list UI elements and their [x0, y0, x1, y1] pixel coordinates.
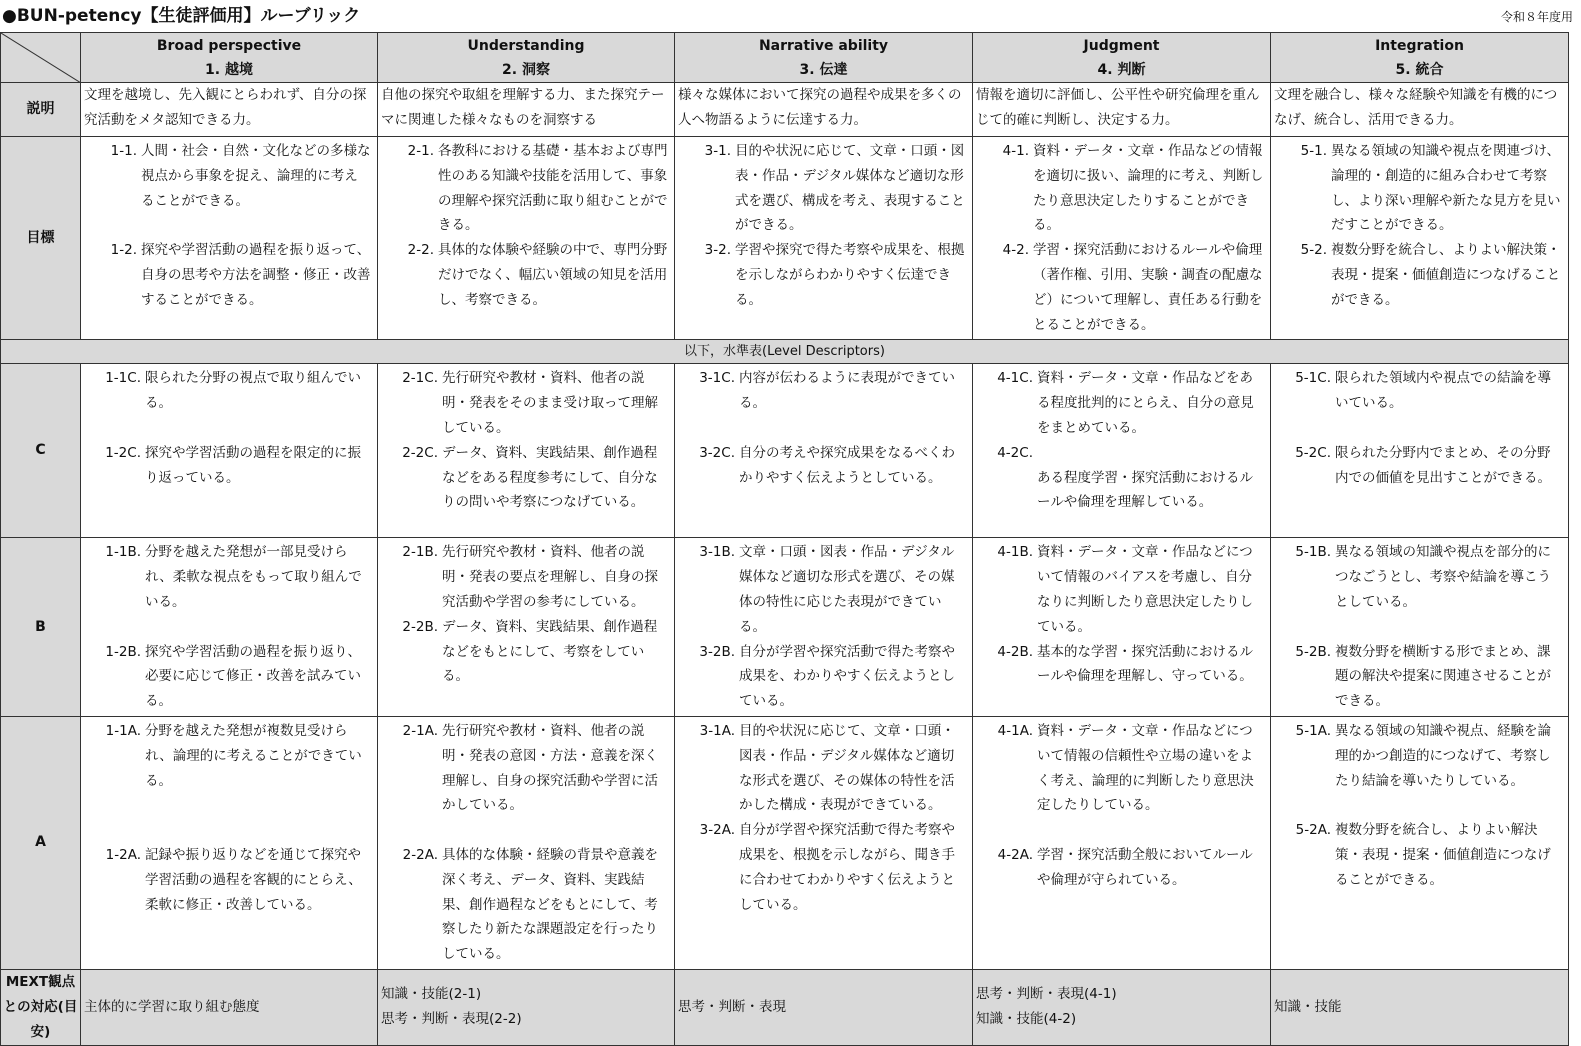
row-label-b: B — [1, 538, 81, 717]
level-item: 5-1B. 異なる領域の知識や視点を部分的につなごうとし、考察や結論を導こうとしている。 — [1295, 544, 1551, 610]
level-item: 3-1C. 内容が伝わるように表現ができている。 — [699, 370, 955, 412]
level-c-cell — [81, 364, 378, 538]
level-c-cell — [973, 364, 1271, 538]
level-item: 4-1B. 資料・データ・文章・作品などについて情報のバイアスを考慮し、自分なりに判断したり意思決定したりしている。 — [997, 544, 1253, 635]
explanation-cell: 文理を融合し、様々な経験や知識を有機的につなげ、統合し、活用できる力。 — [1271, 83, 1569, 137]
goal-cell — [1271, 137, 1569, 340]
goal-item: 3-1. 目的や状況に応じて、文章・口頭・図表・作品・デジタル媒体など適切な形式を選び、構成を考え、表現することができる。 — [704, 143, 965, 234]
goal-item: 4-1. 資料・データ・文章・作品などの情報を適切に扱い、論理的に考え、判断したり意思決定したりすることができる。 — [1002, 143, 1264, 234]
mext-line: 主体的に学習に取り組む態度 — [84, 998, 260, 1015]
level-item: 1-2C. 探究や学習活動の過程を限定的に振り返っている。 — [105, 444, 361, 486]
mext-line: 知識・技能(2-1) — [381, 986, 482, 1003]
level-b-cell — [378, 538, 675, 717]
column-header-2 — [378, 33, 675, 83]
level-c-row — [1, 364, 1569, 538]
level-item: 2-2B. データ、資料、実践結果、創作過程などをもとにして、考察をしている。 — [402, 618, 658, 685]
level-a-cell — [81, 716, 378, 969]
row-label-goal: 目標 — [1, 137, 81, 340]
level-c-cell — [1271, 364, 1569, 538]
level-item: 3-1A. 目的や状況に応じて、文章・口頭・図表・作品・デジタル媒体など適切な形式を選び、その媒体の特性を活かした構成・表現ができている。 — [699, 722, 955, 814]
column-header-en: Broad perspective — [156, 37, 302, 54]
goal-item: 5-2. 複数分野を統合し、よりよい解決策・表現・提案・価値創造につなげることができる。 — [1300, 242, 1561, 308]
diagonal-line — [1, 33, 81, 83]
level-item: 3-1B. 文章・口頭・図表・作品・デジタル媒体など適切な形式を選び、その媒体の特性に応じた表現ができている。 — [699, 544, 955, 635]
mext-cell — [378, 969, 675, 1045]
level-item: 5-1C. 限られた領域内や視点での結論を導いている。 — [1295, 370, 1551, 412]
level-item: 1-1A. 分野を越えた発想が複数見受けられ、論理的に考えることができている。 — [105, 722, 362, 789]
column-header-jp: 2. 洞察 — [502, 61, 550, 78]
level-descriptors-banner: 以下，水準表(Level Descriptors) — [1, 340, 1569, 364]
level-a-cell — [378, 716, 675, 969]
mext-line: 思考・判断・表現 — [678, 998, 786, 1015]
level-item: 4-2B. 基本的な学習・探究活動におけるルールや倫理を理解し、守っている。 — [997, 643, 1253, 685]
level-c-cell — [378, 364, 675, 538]
level-item: 2-1C. 先行研究や教材・資料、他者の説明・発表をそのまま受け取って理解している。 — [402, 370, 658, 436]
page-title: ●BUN-petency【生徒評価用】ルーブリック — [2, 6, 361, 26]
column-header-en: Narrative ability — [758, 37, 889, 54]
column-header-3 — [675, 33, 973, 83]
mext-cell — [1271, 969, 1569, 1045]
explanation-row — [1, 83, 1569, 137]
column-header-jp: 5. 統合 — [1395, 61, 1444, 78]
column-header-jp: 4. 判断 — [1097, 61, 1146, 78]
mext-line: 知識・技能(4-2) — [976, 1011, 1077, 1028]
level-b-cell — [675, 538, 973, 717]
column-header-en: Judgment — [1083, 37, 1160, 54]
mext-line: 知識・技能 — [1274, 998, 1342, 1015]
column-header-jp: 1. 越境 — [205, 61, 253, 78]
level-item: 3-2B. 自分が学習や探究活動で得た考察や成果を、わかりやすく伝えようとしている。 — [699, 643, 955, 710]
level-item: 1-1C. 限られた分野の視点で取り組んでいる。 — [105, 370, 361, 412]
level-item: 1-2A. 記録や振り返りなどを通じて探究や学習活動の過程を客観的にとらえ、柔軟に修正・改善している。 — [105, 846, 362, 913]
level-a-cell — [675, 716, 973, 969]
level-a-cell — [1271, 716, 1569, 969]
level-item: 5-1A. 異なる領域の知識や視点、経験を論理的かつ創造的につなげて、考察したり結論を導いたりしている。 — [1295, 722, 1551, 789]
goal-item: 3-2. 学習や探究で得た考察や成果を、根拠を示しながらわかりやすく伝達できる。 — [704, 242, 965, 308]
level-item: 1-1B. 分野を越えた発想が一部見受けられ、柔軟な視点をもって取り組んでいる。 — [105, 544, 362, 610]
mext-cell — [81, 969, 378, 1045]
goal-cell — [378, 137, 675, 340]
goal-cell — [81, 137, 378, 340]
level-item: 4-2C. ある程度学習・探究活動におけるルールや倫理を理解している。 — [997, 444, 1253, 511]
level-b-cell — [1271, 538, 1569, 717]
level-item: 3-2A. 自分が学習や探究活動で得た考察や成果を、根拠を示しながら、聞き手に合わせてわかりやすく伝えようとしている。 — [699, 822, 955, 913]
explanation-cell: 自他の探究や取組を理解する力、また探究テーマに関連した様々なものを洞察する — [378, 83, 675, 137]
level-item: 4-1A. 資料・データ・文章・作品などについて情報の信頼性や立場の違いをよく考え、論理的に判断したり意思決定したりしている。 — [997, 722, 1254, 814]
corner-cell — [1, 33, 81, 83]
explanation-cell: 様々な媒体において探究の過程や成果を多くの人へ物語るように伝達する力。 — [675, 83, 973, 137]
goal-cell — [973, 137, 1271, 340]
goal-item: 1-1. 人間・社会・自然・文化などの多様な視点から事象を捉え、論理的に考えることができる。 — [110, 143, 371, 209]
goal-item: 2-1. 各教科における基礎・基本および専門性のある知識や技能を活用して、事象の理解や探究活動に取り組むことができる。 — [407, 143, 668, 234]
level-a-row — [1, 716, 1569, 969]
rubric-table — [0, 32, 1569, 1046]
level-item: 4-1C. 資料・データ・文章・作品などをある程度批判的にとらえ、自分の意見をまとめている。 — [997, 370, 1254, 436]
mext-cell — [675, 969, 973, 1045]
goal-item: 5-1. 異なる領域の知識や視点を関連づけ、論理的・創造的に組み合わせて考察し、より深い理解や新たな見方を見いだすことができる。 — [1300, 143, 1561, 234]
goal-item: 1-2. 探究や学習活動の過程を振り返って、自身の思考や方法を調整・修正・改善することができる。 — [110, 242, 371, 308]
row-label-c: C — [1, 364, 81, 538]
level-b-row — [1, 538, 1569, 717]
explanation-cell: 文理を越境し、先入観にとらわれず、自分の探究活動をメタ認知できる力。 — [81, 83, 378, 137]
level-item: 1-2B. 探究や学習活動の過程を振り返り、必要に応じて修正・改善を試みている。 — [105, 643, 361, 710]
mext-line: 思考・判断・表現(4-1) — [976, 986, 1117, 1003]
level-item: 3-2C. 自分の考えや探究成果をなるべくわかりやすく伝えようとしている。 — [699, 444, 955, 486]
column-header-jp: 3. 伝達 — [799, 61, 848, 78]
row-label-explanation: 説明 — [1, 83, 81, 137]
goal-cell — [675, 137, 973, 340]
row-label-mext: MEXT観点との対応(目安) — [1, 969, 81, 1045]
level-item: 4-2A. 学習・探究活動全般においてルールや倫理が守られている。 — [997, 846, 1253, 888]
level-item: 5-2A. 複数分野を統合し、よりよい解決策・表現・提案・価値創造につなげることができる。 — [1295, 822, 1551, 888]
explanation-cell: 情報を適切に評価し、公平性や研究倫理を重んじて的確に判断し、決定する力。 — [973, 83, 1271, 137]
goal-item: 2-2. 具体的な体験や経験の中で、専門分野だけでなく、幅広い領域の知見を活用し、考察できる。 — [407, 242, 668, 308]
banner-row — [1, 340, 1569, 364]
header-row — [1, 33, 1569, 83]
fiscal-year-label: 令和８年度用 — [1500, 10, 1573, 24]
column-header-1 — [81, 33, 378, 83]
level-b-cell — [81, 538, 378, 717]
level-item: 2-1A. 先行研究や教材・資料、他者の説明・発表の意図・方法・意義を深く理解し、自身の探究活動や学習に活かしている。 — [402, 722, 658, 814]
column-header-4 — [973, 33, 1271, 83]
mext-row — [1, 969, 1569, 1045]
column-header-en: Understanding — [467, 37, 585, 54]
level-a-cell — [973, 716, 1271, 969]
mext-cell — [973, 969, 1271, 1045]
column-header-5 — [1271, 33, 1569, 83]
level-item: 5-2C. 限られた分野内でまとめ、その分野内での価値を見出すことができる。 — [1295, 444, 1551, 486]
level-item: 5-2B. 複数分野を横断する形でまとめ、課題の解決や提案に関連させることができる。 — [1295, 643, 1551, 710]
level-c-cell — [675, 364, 973, 538]
goal-row — [1, 137, 1569, 340]
row-label-a: A — [1, 716, 81, 969]
mext-line: 思考・判断・表現(2-2) — [381, 1011, 522, 1028]
level-item: 2-2C. データ、資料、実践結果、創作過程などをある程度参考にして、自分なりの問いや考察につなげている。 — [402, 444, 658, 511]
level-item: 2-1B. 先行研究や教材・資料、他者の説明・発表の要点を理解し、自身の探究活動や学習の参考にしている。 — [402, 544, 658, 610]
column-header-en: Integration — [1375, 37, 1464, 54]
level-item: 2-2A. 具体的な体験・経験の背景や意義を深く考え、データ、資料、実践結果、創作過程などをもとにして、考察したり新たな課題設定を行ったりしている。 — [402, 846, 658, 963]
goal-item: 4-2. 学習・探究活動におけるルールや倫理（著作権、引用、実験・調査の配慮など）について理解し、責任ある行動をとることができる。 — [1002, 242, 1263, 333]
level-b-cell — [973, 538, 1271, 717]
